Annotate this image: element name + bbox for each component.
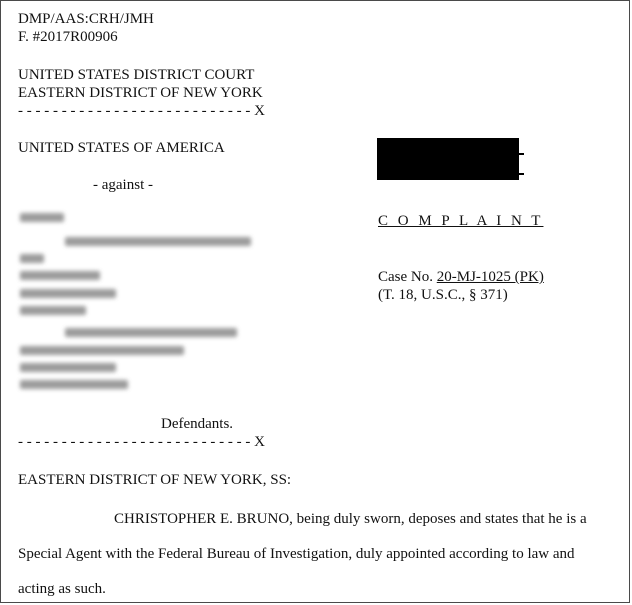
venue-line: EASTERN DISTRICT OF NEW YORK, SS:	[18, 472, 292, 488]
redaction-tick	[518, 173, 524, 175]
document-type: C O M P L A I N T	[378, 213, 544, 229]
statute-citation: (T. 18, U.S.C., § 371)	[378, 287, 508, 303]
redaction-tick	[518, 153, 524, 155]
against-label: - against -	[93, 177, 153, 193]
affidavit-line-3: acting as such.	[18, 581, 106, 597]
case-number-line	[378, 269, 544, 286]
affidavit-line-2: Special Agent with the Federal Bureau of Investigation, duly appointed according to law and	[18, 546, 575, 562]
plaintiff-name: UNITED STATES OF AMERICA	[18, 140, 225, 156]
case-number: 20-MJ-1025 (PK)	[436, 269, 544, 285]
court-name: UNITED STATES DISTRICT COURT	[18, 67, 255, 83]
file-number: F. #2017R00906	[18, 29, 118, 45]
caption-separator-top: - - - - - - - - - - - - - - - - - - - - - - - - - - - X	[18, 103, 265, 119]
court-district: EASTERN DISTRICT OF NEW YORK	[18, 85, 263, 101]
defendants-label: Defendants.	[161, 416, 234, 432]
file-initials: DMP/AAS:CRH/JMH	[18, 11, 154, 27]
case-number-prefix: Case No.	[378, 269, 437, 285]
caption-separator-bottom: - - - - - - - - - - - - - - - - - - - - - - - - - - - X	[18, 434, 265, 450]
affidavit-line-1: CHRISTOPHER E. BRUNO, being duly sworn, deposes and states that he is a	[114, 511, 587, 527]
redaction-block	[377, 138, 519, 180]
